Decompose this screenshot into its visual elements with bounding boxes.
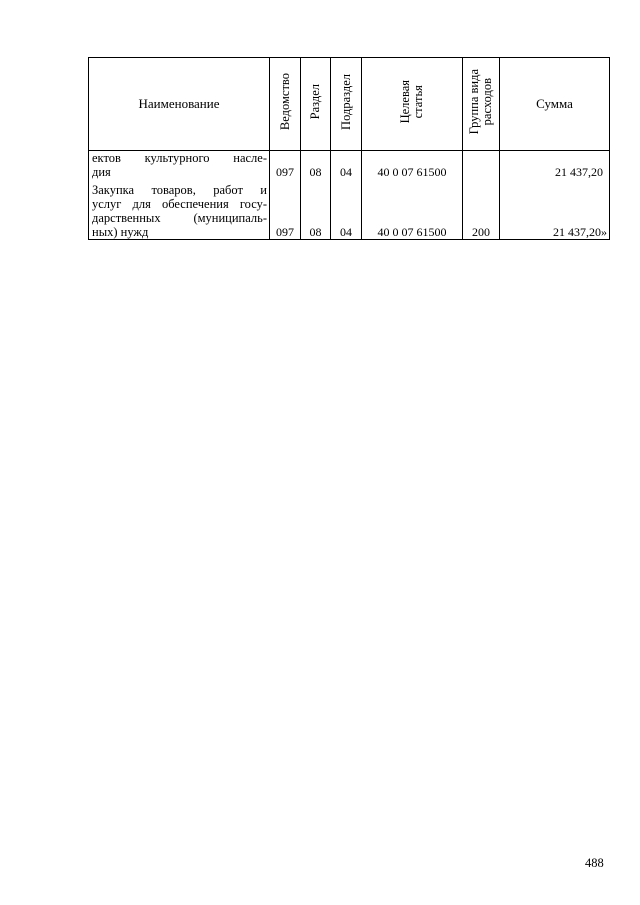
row-sum: 21 437,20 xyxy=(500,151,610,180)
table-row xyxy=(89,179,610,240)
row-name-line: ектов культурного насле- xyxy=(92,151,267,165)
row-name xyxy=(89,151,270,180)
row-target-article: 40 0 07 61500 xyxy=(362,151,463,180)
row-name-line: услуг для обеспечения госу- xyxy=(92,197,267,211)
header-name-label: Наименование xyxy=(138,96,220,111)
row-department: 097 xyxy=(270,179,301,240)
row-name-line: дия xyxy=(92,165,111,179)
budget-table xyxy=(88,57,610,240)
row-section: 08 xyxy=(301,179,331,240)
header-subsection-label: Подраздел xyxy=(338,74,353,130)
header-name xyxy=(89,58,270,151)
row-name-line: ных) нужд xyxy=(92,225,149,239)
row-department: 097 xyxy=(270,151,301,180)
page-number: 488 xyxy=(585,856,604,870)
header-sum-label: Сумма xyxy=(536,96,573,111)
table-row xyxy=(89,151,610,180)
row-section: 08 xyxy=(301,151,331,180)
row-sum: 21 437,20» xyxy=(500,179,610,240)
header-department xyxy=(270,58,301,151)
header-target-article-label xyxy=(399,80,425,123)
header-department-label: Ведомство xyxy=(277,73,292,131)
header-expense-group xyxy=(463,58,500,151)
row-subsection: 04 xyxy=(331,179,362,240)
header-sum xyxy=(500,58,610,151)
row-name-line: Закупка товаров, работ и xyxy=(92,183,267,197)
header-target-article-line1: Целевая xyxy=(398,80,412,124)
header-section xyxy=(301,58,331,151)
header-subsection xyxy=(331,58,362,151)
header-expense-group-line2: расходов xyxy=(480,78,494,126)
header-target-article xyxy=(362,58,463,151)
row-expense-group xyxy=(463,151,500,180)
row-name-line: дарственных (муниципаль- xyxy=(92,211,267,225)
row-name xyxy=(89,179,270,240)
row-expense-group: 200 xyxy=(463,179,500,240)
table-header-row xyxy=(89,58,610,151)
row-subsection: 04 xyxy=(331,151,362,180)
header-section-label: Раздел xyxy=(308,84,322,120)
row-target-article: 40 0 07 61500 xyxy=(362,179,463,240)
header-target-article-line2: статья xyxy=(411,85,425,119)
header-expense-group-line1: Группа вида xyxy=(467,69,481,135)
header-expense-group-label xyxy=(468,69,494,134)
